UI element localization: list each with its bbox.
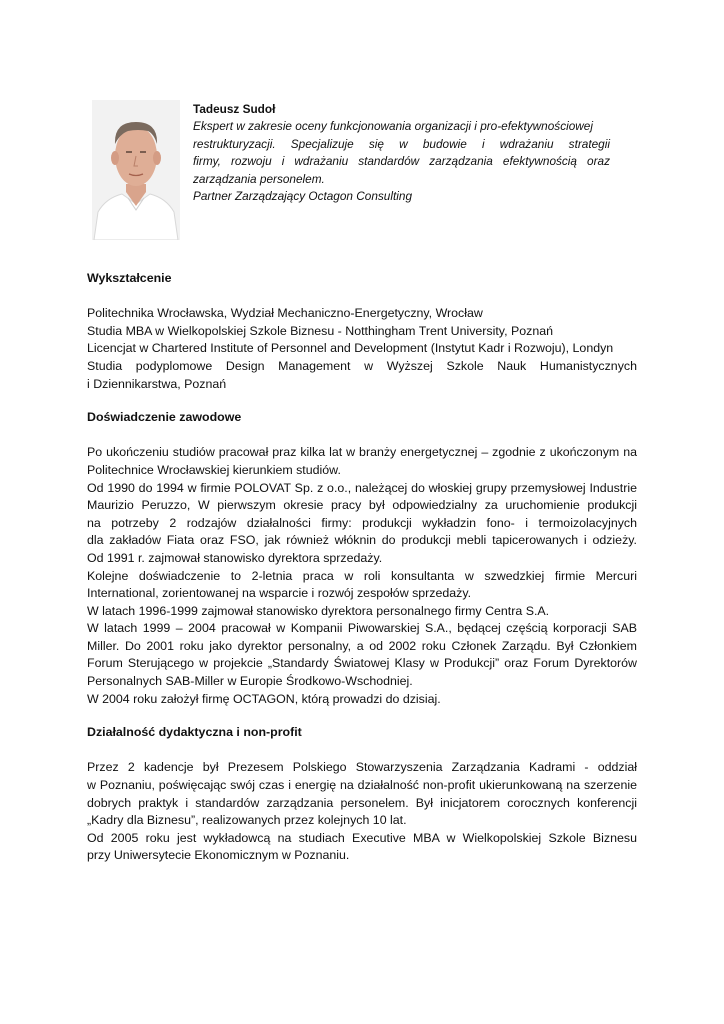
teaching-text: [87, 759, 637, 865]
person-name: Tadeusz Sudoł: [193, 102, 276, 116]
education-line: Politechnika Wrocławska, Wydział Mechaniczno-Energetyczny, Wrocław: [87, 306, 483, 321]
experience-line: Od 1991 r. zajmował stanowisko dyrektora sprzedaży.: [87, 550, 383, 565]
teaching-line: dobrych praktyk i standardów zarządzania personelem. Był inicjatorem corocznych konferencji: [87, 795, 637, 810]
bio-line: Ekspert w zakresie oceny funkcjonowania organizacji i pro-efektywnościowej: [193, 119, 593, 134]
experience-line: W latach 1999 – 2004 pracował w Kompanii Piwowarskiej S.A., będącej częścią korporacji SAB: [87, 621, 637, 636]
teaching-line: Przez 2 kadencje był Prezesem Polskiego Stowarzyszenia Zarządzania Kadrami - oddział: [87, 760, 637, 775]
experience-line: Po ukończeniu studiów pracował praz kilka lat w branży energetycznej – zgodnie z ukończonym na: [87, 445, 637, 460]
experience-line: W latach 1996-1999 zajmował stanowisko dyrektora personalnego firmy Centra S.A.: [87, 603, 550, 618]
experience-line: Kolejne doświadczenie to 2-letnia praca w roli konsultanta w szwedzkiej firmie Mercuri: [87, 568, 637, 583]
experience-line: Od 1990 do 1994 w firmie POLOVAT Sp. z o.o., należącej do włoskiej grupy przemysłowej Industrie: [87, 480, 637, 495]
portrait-photo: [92, 100, 180, 240]
education-line: Studia podyplomowe Design Management w Wyższej Szkole Nauk Humanistycznych: [87, 358, 637, 373]
experience-line: Miller. Do 2001 roku jako dyrektor personalny, a od 2002 roku Członek Zarządu. Był Członkiem: [87, 638, 637, 653]
education-line: Licencjat w Chartered Institute of Personnel and Development (Instytut Kadr i Rozwoju), Londyn: [87, 341, 614, 356]
portrait-image: [92, 100, 180, 240]
teaching-line: Od 2005 roku jest wykładowcą na studiach Executive MBA w Wielkopolskiej Szkole Biznesu: [87, 830, 637, 845]
experience-line: International, zorientowanej na wsparcie i rozwój zespołów sprzedaży.: [87, 586, 472, 601]
section-heading-education: Wykształcenie: [87, 271, 172, 285]
bio-line: restrukturyzacji. Specjalizuje się w budowie i wdrażaniu strategii: [193, 136, 610, 151]
section-heading-experience: Doświadczenie zawodowe: [87, 410, 242, 425]
experience-line: Personalnych SAB-Miller w Europie Środkowo-Wschodniej.: [87, 674, 413, 689]
education-line: i Dziennikarstwa, Poznań: [87, 376, 227, 391]
teaching-line: w Poznaniu, poświęcając swój czas i energię na działalność non-profit ukierunkowaną na szerzenie: [87, 778, 637, 793]
education-list: [87, 305, 637, 393]
bio-line: zarządzania personelem.: [193, 171, 325, 186]
profile-header: [193, 101, 610, 205]
experience-line: dla zakładów Fiata oraz FSO, jak również włóknin do produkcji mebli tapicerowanych i odzieży.: [87, 533, 637, 548]
experience-line: Politechnice Wrocławskiej kierunkiem studiów.: [87, 462, 341, 477]
cv-content: [87, 270, 637, 865]
section-heading-teaching: Działalność dydaktyczna i non-profit: [87, 725, 302, 740]
experience-line: Maurizio Peruzzo, W pierwszym okresie pracy był odpowiedzialny za uruchomienie produkcji: [87, 498, 637, 513]
teaching-line: „Kadry dla Biznesu”, realizowanych przez kolejnych 10 lat.: [87, 813, 407, 828]
experience-line: na potrzeby 2 rodzajów działalności firmy: produkcji wykładzin fono- i termoizolacyjnych: [87, 515, 637, 530]
teaching-line: przy Uniwersytecie Ekonomicznym w Poznaniu.: [87, 848, 350, 863]
experience-text: [87, 444, 637, 708]
experience-line: W 2004 roku założył firmę OCTAGON, którą prowadzi do dzisiaj.: [87, 691, 441, 706]
bio-line: Partner Zarządzający Octagon Consulting: [193, 189, 413, 204]
bio-line: firmy, rozwoju i wdrażaniu standardów zarządzania efektywnością oraz: [193, 154, 610, 169]
education-line: Studia MBA w Wielkopolskiej Szkole Biznesu - Notthingham Trent University, Poznań: [87, 323, 553, 338]
experience-line: Forum Sterującego w projekcie „Standardy Światowej Klasy w Produkcji” oraz Forum Dyrektorów: [87, 656, 637, 671]
profile-bio: [193, 118, 610, 205]
